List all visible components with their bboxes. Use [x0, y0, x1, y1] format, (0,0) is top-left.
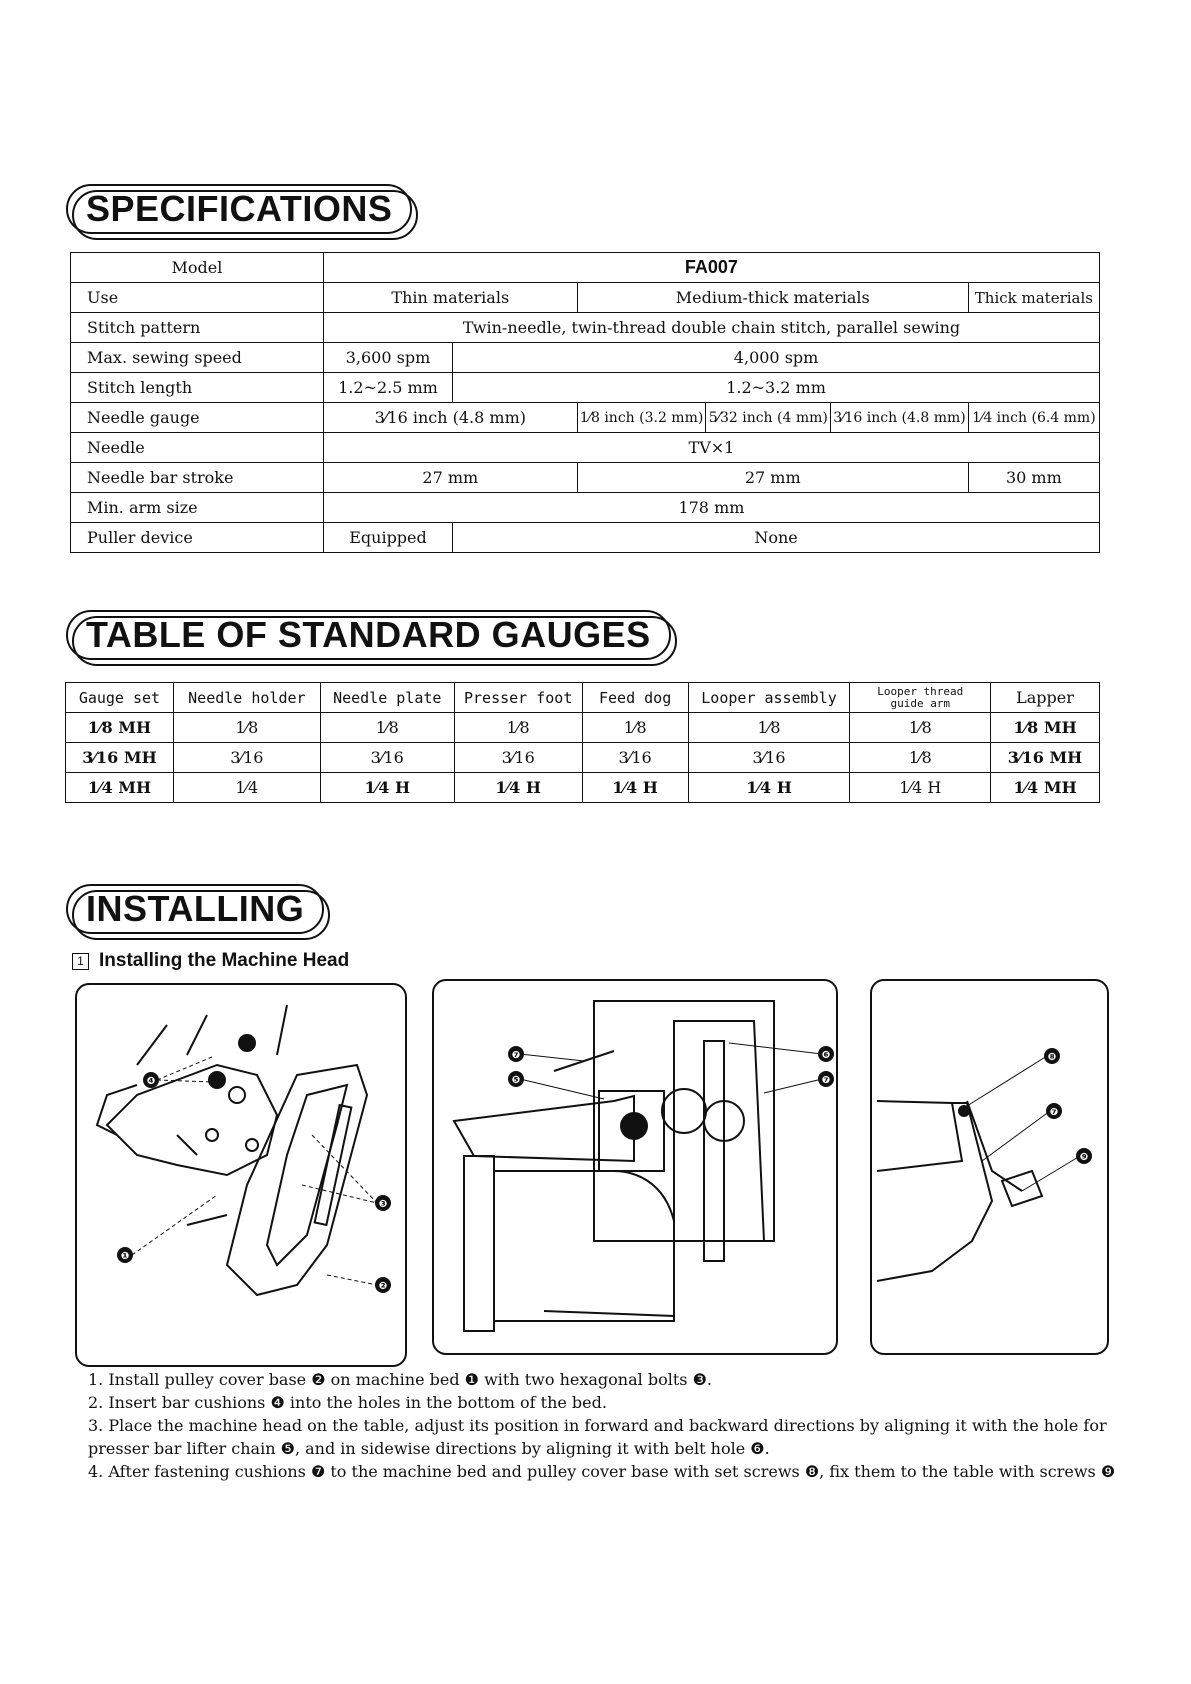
- callout-marker: ❽: [1047, 1052, 1057, 1063]
- cell: 3⁄16: [688, 743, 850, 773]
- figure-pulley-cover-base: [75, 983, 407, 1367]
- table-row: [71, 373, 1100, 403]
- gauges-heading: TABLE OF STANDARD GAUGES: [66, 610, 671, 660]
- list-item: 2. Insert bar cushions ❹ into the holes in the bottom of the bed.: [88, 1393, 607, 1412]
- callout-marker: ❶: [120, 1251, 130, 1262]
- needle-gauge-2: 1⁄8 inch (3.2 mm): [577, 403, 706, 433]
- needle-gauge-3: 5⁄32 inch (4 mm): [706, 403, 831, 433]
- callout-marker: ❾: [1079, 1152, 1089, 1163]
- table-row: [71, 283, 1100, 313]
- needle-value: TV×1: [323, 433, 1099, 463]
- use-medium: Medium-thick materials: [577, 283, 968, 313]
- section-number: 1: [72, 953, 89, 970]
- cell: 1⁄4 H: [320, 773, 454, 803]
- cell: 1⁄8 MH: [991, 713, 1100, 743]
- table-row: [66, 683, 1100, 713]
- stitch-pattern-value: Twin-needle, twin-thread double chain stitch, parallel sewing: [323, 313, 1099, 343]
- puller-other: None: [453, 523, 1100, 553]
- specifications-table: [70, 252, 1100, 553]
- needle-gauge-1: 3⁄16 inch (4.8 mm): [323, 403, 577, 433]
- table-row: [71, 493, 1100, 523]
- cell: 3⁄16: [582, 743, 688, 773]
- installing-heading: INSTALLING: [66, 884, 324, 934]
- min-arm-value: 178 mm: [323, 493, 1099, 523]
- needle-gauge-label: Needle gauge: [71, 403, 324, 433]
- figure-machine-head: [432, 979, 838, 1355]
- callout-marker: ❸: [378, 1199, 388, 1210]
- table-row: [71, 313, 1100, 343]
- needle-label: Needle: [71, 433, 324, 463]
- callout-marker: ❻: [821, 1050, 831, 1061]
- col-lapper: Lapper: [991, 683, 1100, 713]
- cell: 1⁄4 H: [850, 773, 991, 803]
- cell: 1⁄4 H: [688, 773, 850, 803]
- callout-marker: ❺: [511, 1075, 521, 1086]
- specifications-heading: SPECIFICATIONS: [66, 184, 412, 234]
- table-row: [71, 523, 1100, 553]
- bar-stroke-2: 27 mm: [577, 463, 968, 493]
- list-item: 4. After fastening cushions ❼ to the machine bed and pulley cover base with set screws ❽, fix them to the table with screws ❾: [88, 1462, 1116, 1481]
- use-label: Use: [71, 283, 324, 313]
- cell: 3⁄16 MH: [991, 743, 1100, 773]
- gauges-table: [65, 682, 1100, 803]
- cell: 1⁄4 H: [582, 773, 688, 803]
- cell: 1⁄8 MH: [66, 713, 174, 743]
- cell: 1⁄4 MH: [991, 773, 1100, 803]
- cell: 3⁄16: [320, 743, 454, 773]
- cushion-illustration: [872, 981, 1107, 1353]
- table-row: [66, 743, 1100, 773]
- cell: 1⁄8: [454, 713, 582, 743]
- bar-stroke-1: 27 mm: [323, 463, 577, 493]
- table-row: [66, 713, 1100, 743]
- needle-gauge-5: 1⁄4 inch (6.4 mm): [968, 403, 1099, 433]
- stitch-length-label: Stitch length: [71, 373, 324, 403]
- cell: 1⁄8: [688, 713, 850, 743]
- callout-marker: ❷: [378, 1281, 388, 1292]
- cell: 3⁄16 MH: [66, 743, 174, 773]
- table-row: [66, 773, 1100, 803]
- table-row: [71, 253, 1100, 283]
- cell: 1⁄4 H: [454, 773, 582, 803]
- cell: 1⁄4 MH: [66, 773, 174, 803]
- col-looper-thread-guide-arm: Looper thread guide arm: [850, 683, 991, 713]
- section-title: 1 Installing the Machine Head: [72, 950, 349, 972]
- cell: 1⁄8: [850, 743, 991, 773]
- callout-marker: ❼: [511, 1050, 521, 1061]
- puller-label: Puller device: [71, 523, 324, 553]
- col-feed-dog: Feed dog: [582, 683, 688, 713]
- max-speed-thin: 3,600 spm: [323, 343, 452, 373]
- col-looper-assembly: Looper assembly: [688, 683, 850, 713]
- col-needle-holder: Needle holder: [173, 683, 320, 713]
- col-presser-foot: Presser foot: [454, 683, 582, 713]
- min-arm-label: Min. arm size: [71, 493, 324, 523]
- max-speed-other: 4,000 spm: [453, 343, 1100, 373]
- use-thick: Thick materials: [968, 283, 1099, 313]
- cell: 3⁄16: [173, 743, 320, 773]
- table-row: [71, 433, 1100, 463]
- table-row: [71, 403, 1100, 433]
- stitch-length-thin: 1.2~2.5 mm: [323, 373, 452, 403]
- cell: 3⁄16: [454, 743, 582, 773]
- callout-marker: ❼: [1049, 1107, 1059, 1118]
- use-thin: Thin materials: [323, 283, 577, 313]
- callout-marker: ❼: [821, 1075, 831, 1086]
- table-row: [71, 343, 1100, 373]
- list-item: 3. Place the machine head on the table, adjust its position in forward and backward directions by aligning it with the hole for presser bar lifter chain ❺, and in sidewise directions by aligning it with belt hole ❻.: [88, 1416, 1107, 1458]
- stitch-length-other: 1.2~3.2 mm: [453, 373, 1100, 403]
- pulley-cover-illustration: [77, 985, 405, 1365]
- cell: 1⁄8: [582, 713, 688, 743]
- stitch-pattern-label: Stitch pattern: [71, 313, 324, 343]
- cell: 1⁄4: [173, 773, 320, 803]
- cell: 1⁄8: [173, 713, 320, 743]
- bar-stroke-label: Needle bar stroke: [71, 463, 324, 493]
- figure-cushion-detail: [870, 979, 1109, 1355]
- bar-stroke-3: 30 mm: [968, 463, 1099, 493]
- puller-thin: Equipped: [323, 523, 452, 553]
- model-value: FA007: [323, 253, 1099, 283]
- table-row: [71, 463, 1100, 493]
- col-needle-plate: Needle plate: [320, 683, 454, 713]
- list-item: 1. Install pulley cover base ❷ on machine bed ❶ with two hexagonal bolts ❸.: [88, 1370, 712, 1389]
- cell: 1⁄8: [850, 713, 991, 743]
- col-gauge-set: Gauge set: [66, 683, 174, 713]
- callout-marker: ❹: [146, 1076, 156, 1087]
- machine-head-illustration: [434, 981, 836, 1353]
- model-label: Model: [71, 253, 324, 283]
- needle-gauge-4: 3⁄16 inch (4.8 mm): [831, 403, 969, 433]
- max-speed-label: Max. sewing speed: [71, 343, 324, 373]
- installation-steps: [88, 1368, 1128, 1483]
- cell: 1⁄8: [320, 713, 454, 743]
